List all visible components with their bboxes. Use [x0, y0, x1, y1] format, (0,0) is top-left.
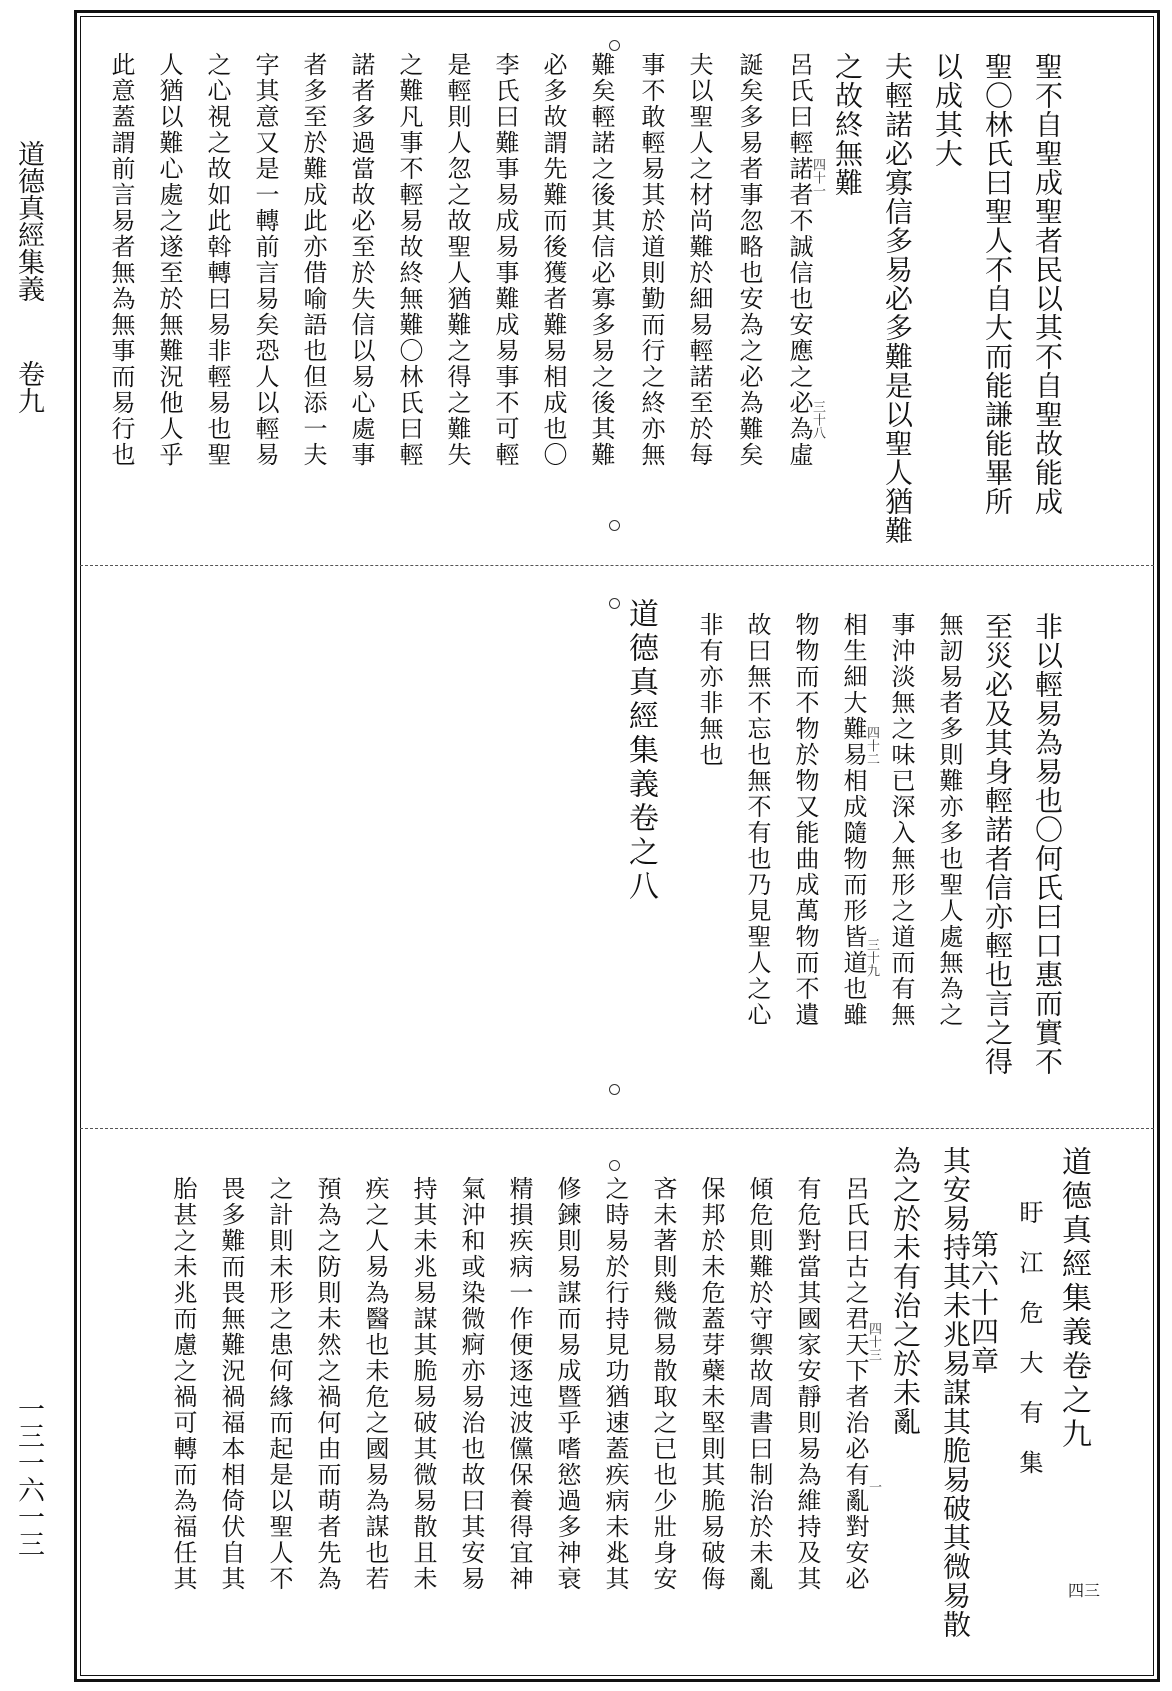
folio-mark: 四十二: [864, 726, 879, 765]
punch-mark: [609, 520, 620, 531]
text-column: 畏多難而畏無難況禍福本相倚伏自其: [217, 1176, 245, 1592]
text-column: 事沖淡無之味已深入無形之道而有無: [887, 612, 915, 1028]
text-column: 諾者多過當故必至於失信以易心處事: [347, 52, 375, 468]
text-column: 物物而不物於物又能曲成萬物而不遺: [791, 612, 819, 1028]
text-column: 保邦於未危蓋芽蘗未堅則其脆易破侮: [697, 1176, 725, 1592]
text-column: 必多故謂先難而後獲者難易相成也〇: [539, 52, 567, 468]
folio-mark: 三十九: [864, 938, 879, 977]
text-column: 誕矣多易者事忽略也安為之必為難矣: [735, 52, 763, 468]
text-column: 之難凡事不輕易故終無難〇林氏曰輕: [395, 52, 423, 468]
margin-page-number: 一三一六一三: [13, 1395, 44, 1557]
text-column: 事不敢輕易其於道則勤而行之終亦無: [637, 52, 665, 468]
leaf-number: 四三: [1068, 1581, 1101, 1600]
text-column: 人猶以難心處之遂至於無難況他人乎: [155, 52, 183, 468]
text-column: 非有亦非無也: [695, 612, 723, 768]
text-column: 修鍊則易謀而易成暨乎嗜慾過多神衰: [553, 1176, 581, 1592]
section-divider: [80, 565, 1154, 566]
chapter-heading: 第六十四章: [967, 1230, 1000, 1375]
volume-title: 道德真經集義卷之九: [1056, 1146, 1091, 1452]
text-column: 之故終無難: [831, 52, 864, 197]
folio-mark: 一: [866, 1480, 881, 1493]
text-column: 預為之防則未然之禍何由而萌者先為: [313, 1176, 341, 1592]
text-column: 至災必及其身輕諾者信亦輕也言之得: [981, 612, 1014, 1076]
punch-mark: [609, 598, 620, 609]
margin-volume: 卷九: [13, 360, 44, 414]
text-column: 胎甚之未兆而慮之禍可轉而為福任其: [169, 1176, 197, 1592]
text-column: 夫輕諾必寡信多易必多難是以聖人猶難: [881, 52, 914, 545]
text-column: 聖〇林氏曰聖人不自大而能謙能畢所: [981, 52, 1014, 516]
section-divider: [80, 1128, 1154, 1129]
text-column: 相生細大難易相成隨物而形皆道也雖: [839, 612, 867, 1028]
text-column: 精損疾病一作便逐迍波儻保養得宜神: [505, 1176, 533, 1592]
text-column: 有危對當其國家安靜則易為維持及其: [793, 1176, 821, 1592]
text-column: 以成其大: [931, 52, 964, 168]
text-column: 難矣輕諾之後其信必寡多易之後其難: [587, 52, 615, 468]
text-column: 此意蓋謂前言易者無為無事而易行也: [107, 52, 135, 468]
text-column: 李氏曰難事易成易事難成易事不可輕: [491, 52, 519, 468]
text-column: 之計則未形之患何緣而起是以聖人不: [265, 1176, 293, 1592]
text-column: 字其意又是一轉前言易矣恐人以輕易: [251, 52, 279, 468]
text-column: 持其未兆易謀其脆易破其微易散且未: [409, 1176, 437, 1592]
compiler-line: 盱江危大有集: [1015, 1200, 1043, 1500]
text-column: 夫以聖人之材尚難於細易輕諾至於每: [685, 52, 713, 468]
text-column: 之心視之故如此斡轉曰易非輕易也聖: [203, 52, 231, 468]
folio-mark: 四十三: [866, 1322, 881, 1361]
folio-mark: 三十八: [810, 400, 825, 439]
text-column: 疾之人易為醫也未危之國易為謀也若: [361, 1176, 389, 1592]
punch-mark: [609, 40, 620, 51]
text-column: 聖不自聖成聖者民以其不自聖故能成: [1031, 52, 1064, 516]
text-column: 傾危則難於守禦故周書曰制治於未亂: [745, 1176, 773, 1592]
text-column: 呂氏曰輕諾者不誠信也安應之必為虛: [785, 52, 813, 468]
margin-book-title: 道德真經集義: [13, 140, 44, 302]
text-column: 吝未著則幾微易散取之已也少壯身安: [649, 1176, 677, 1592]
punch-mark: [609, 1084, 620, 1095]
text-column: 故曰無不忘也無不有也乃見聖人之心: [743, 612, 771, 1028]
text-column: 非以輕易為易也〇何氏曰口惠而實不: [1031, 612, 1064, 1076]
text-column: 者多至於難成此亦借喻語也但添一夫: [299, 52, 327, 468]
text-column: 無訒易者多則難亦多也聖人處無為之: [935, 612, 963, 1028]
text-column: 為之於未有治之於未亂: [889, 1146, 922, 1436]
punch-mark: [609, 1160, 620, 1171]
text-column: 呂氏曰古之君天下者治必有亂對安必: [841, 1176, 869, 1592]
text-column: 是輕則人忽之故聖人猶難之得之難失: [443, 52, 471, 468]
volume-end-title: 道德真經集義卷之八: [623, 598, 658, 904]
text-column: 其安易持其未兆易謀其脆易破其微易散: [939, 1146, 972, 1639]
folio-mark: 四十一: [810, 158, 825, 197]
text-column: 氣沖和或染微痾亦易治也故曰其安易: [457, 1176, 485, 1592]
text-column: 之時易於行持見功猶速蓋疾病未兆其: [601, 1176, 629, 1592]
